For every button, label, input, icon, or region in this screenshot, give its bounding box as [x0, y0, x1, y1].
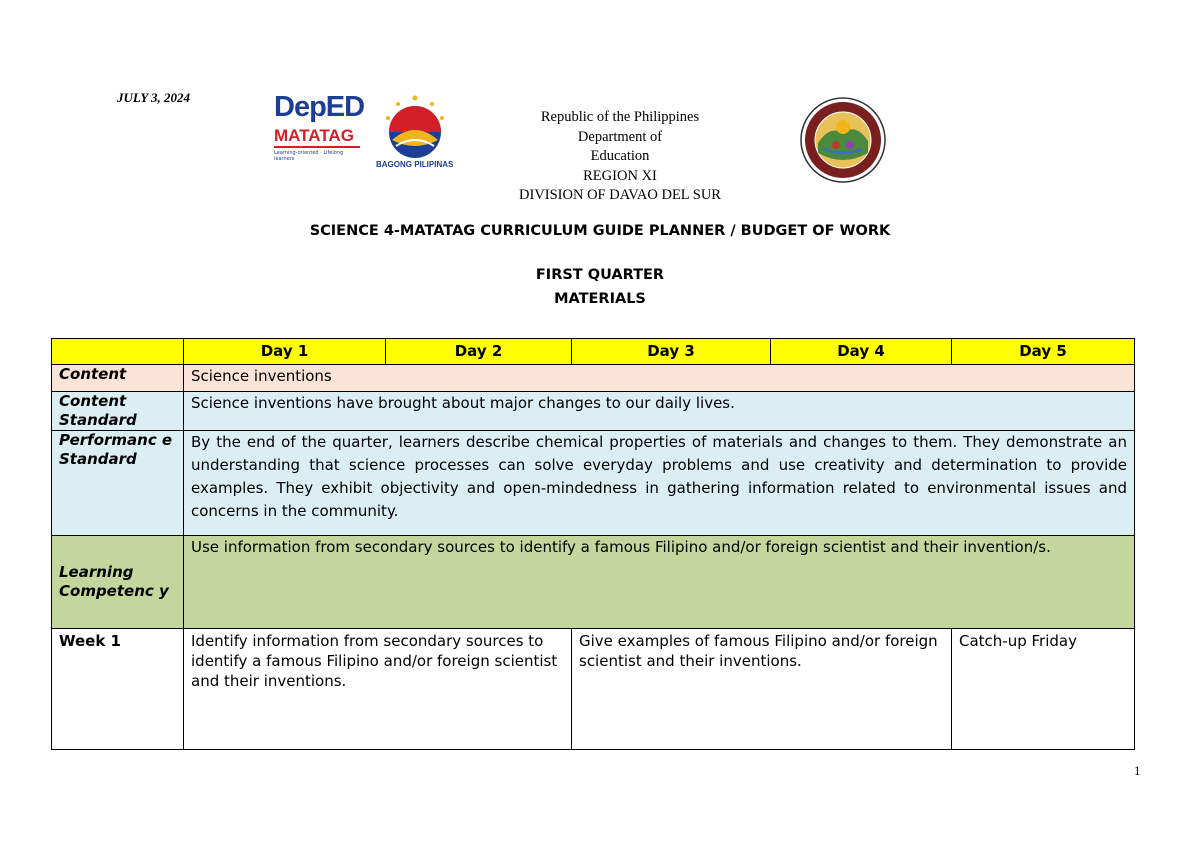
content-row [52, 365, 1135, 392]
learning-competency-label: Learning Competenc y [52, 536, 184, 629]
week-1-day-5-cell: Catch-up Friday [952, 629, 1135, 750]
performance-standard-label: Performanc e Standard [52, 431, 184, 536]
subject-heading: MATERIALS [554, 291, 646, 307]
budget-of-work-table [51, 338, 1135, 750]
content-standard-value: Science inventions have brought about major changes to our daily lives. [184, 392, 1135, 431]
matatag-wordmark: MATATAG [274, 126, 354, 145]
week-1-day-1-2-cell: Identify information from secondary sources to identify a famous Filipino and/or foreign scientist and their inventions. [184, 629, 572, 750]
letterhead-line-5: DIVISION OF DAVAO DEL SUR [519, 187, 721, 203]
letterhead-line-2: Department of [577, 128, 663, 145]
week-1-row [52, 629, 1135, 750]
table-header-row [52, 339, 1135, 365]
header-day-1: Day 1 [184, 339, 386, 365]
bagong-pilipinas-text: BAGONG PILIPINAS [376, 160, 454, 169]
header-day-2: Day 2 [386, 339, 572, 365]
division-seal-icon [800, 97, 886, 183]
page-number: 1 [1134, 763, 1141, 778]
content-value: Science inventions [184, 365, 1135, 392]
letterhead-line-1: Republic of the Philippines [540, 109, 700, 125]
week-1-day-3-4-cell: Give examples of famous Filipino and/or foreign scientist and their inventions. [572, 629, 952, 750]
letterhead-line-3: Education [590, 148, 650, 164]
quarter-heading: FIRST QUARTER [535, 267, 665, 283]
header-day-3: Day 3 [572, 339, 771, 365]
letterhead-line-4: REGION XI [583, 167, 657, 184]
header-day-5: Day 5 [952, 339, 1135, 365]
deped-tagline: Learning-oriented · Lifelong learners [274, 146, 360, 162]
learning-competency-row [52, 536, 1135, 629]
header-day-4: Day 4 [771, 339, 952, 365]
performance-standard-value: By the end of the quarter, learners describe chemical properties of materials and changes to them. They demonstrate an understanding that science processes can solve everyday problems and use creativity and determination to provide examples. They exhibit objectivity and open-mindedness in gathering information related to environmental issues and concerns in the community. [184, 431, 1135, 536]
performance-standard-row [52, 431, 1135, 536]
deped-wordmark: DepED [274, 91, 365, 123]
letterhead [470, 108, 770, 206]
header-corner-cell [52, 339, 184, 365]
document-title: SCIENCE 4-MATATAG CURRICULUM GUIDE PLANNER / BUDGET OF WORK [309, 223, 891, 239]
document-date: JULY 3, 2024 [117, 90, 191, 105]
week-label: Week 1 [52, 629, 184, 750]
content-standard-label: Content Standard [52, 392, 184, 431]
content-label: Content [52, 365, 184, 392]
deped-matatag-logo [274, 92, 366, 172]
learning-competency-value: Use information from secondary sources to identify a famous Filipino and/or foreign scientist and their invention/s. [184, 536, 1135, 629]
content-standard-row [52, 392, 1135, 431]
